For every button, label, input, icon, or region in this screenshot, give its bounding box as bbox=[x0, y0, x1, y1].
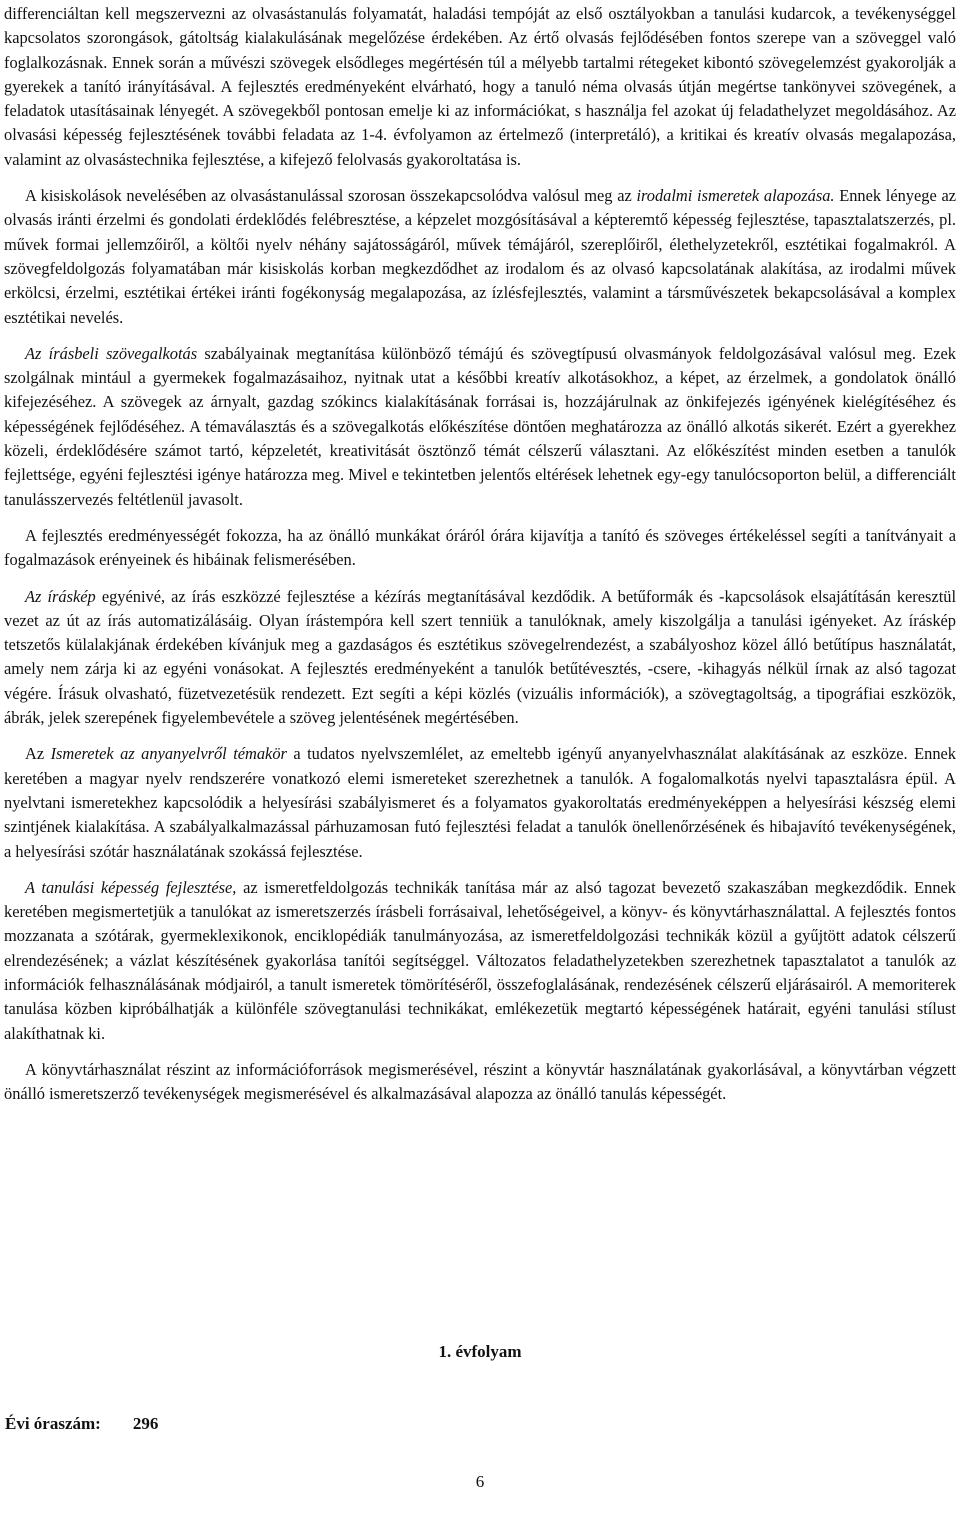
paragraph-written-composition bbox=[4, 342, 956, 512]
paragraph-library-use: A könyvtárhasználat részint az információforrások megismerésével, részint a könyvtár használatának gyakorlásával, a könyvtárban végzett önálló ismeretszerző tevékenységek megismerésével és alkalmazásával alapozza az önálló tanulás képességét. bbox=[4, 1059, 956, 1104]
paragraph-literary-knowledge bbox=[4, 184, 956, 330]
section-heading: 1. évfolyam bbox=[438, 1342, 522, 1361]
paragraph-effectiveness: A fejlesztés eredményességét fokozza, ha az önálló munkákat óráról órára kijavítja a tanító és szöveges értékeléssel segíti a tanítványait a fogalmazások erényeinek és hibáinak felismerésében. bbox=[4, 525, 956, 570]
paragraph-text: szabályainak megtanítása különböző témájú és szövegtípusú olvasmányok feldolgozásával valósul meg. Ezek szolgálnak mintául a gyermekek fogalmazásaihoz, nyitnak utat a későbbi kreatív alkotásokhoz, a képet, az érzelmek, a gondolatok önálló kifejezéséhez. A szövegek az árnyalt, gazdag szókincs kialakításának forrásai is, hozzájárulnak az önkifejezés igényének kielégítéséhez és képességének fejlődéséhez. A témaválasztás és a szövegalkotás előkészítése döntően meghatározza az önálló alkotás sikerét. Ezért a gyerekhez közeli, érdeklődésére számot tartó, képzeletét, kreativitását ösztönző témát célszerű választani. Az előkészítést minden esetben a tanulók fejlettsége, egyéni fejlesztési igénye határozza meg. Mivel e tekintetben jelentős eltérések lehetnek egy-egy tanulócsoporton belül, a differenciált tanulásszervezés feltétlenül javasolt. bbox=[4, 343, 956, 509]
annual-hours-value: 296 bbox=[132, 1414, 159, 1433]
paragraph-emphasis: Az írásbeli szövegalkotás bbox=[25, 343, 198, 363]
annual-hours bbox=[5, 1414, 158, 1434]
paragraph-mother-tongue bbox=[4, 742, 956, 863]
document-body bbox=[4, 2, 956, 1118]
paragraph-text: egyénivé, az írás eszközzé fejlesztése a kézírás megtanításával kezdődik. A betűformák és -kapcsolások elsajátításán keresztül vezet az út az írás automatizálásáig. Olyan írástempóra kell szert tenniük a tanulóknak, amely kiszolgálja a tanulási igényeket. Az íráskép tetszetős külalakjának érdekében kívánjuk meg a gazdaságos és esztétikus szövegelrendezést, a szabályoshoz közel álló betűtípus használatát, amely nem zárja ki az egyéni vonásokat. A fejlesztés eredményeként a tanulók betűtévesztés, -csere, -kihagyás nélkül írnak az alsó tagozat végére. Írásuk olvasható, füzetvezetésük rendezett. Ezt segíti a képi közlés (vizuális információk), a szövegtagoltság, a tipográfiai eszközök, ábrák, jelek szerepének figyelembevétele a szöveg jelentésének megértésében. bbox=[4, 586, 957, 728]
paragraph-text: Ennek lényege az olvasás iránti érzelmi és gondolati érdeklődés felébresztése, a képzelet mozgósításával a képteremtő képesség fejlesztése, tapasztalatszerzés, pl. művek formai jellemzőiről, a költői nyelv néhány sajátosságáról, művek témájáról, szereplőiről, élethelyzetekről, esztétikai fogalmakról. A szövegfeldolgozás folyamatában már kisiskolás korban megkezdődhet az irodalom és az olvasó kapcsolatának alakítása, az irodalmi művek erkölcsi, érzelmi, esztétikai értékei iránti fogékonyság megalapozása, az ízlésfejlesztés, valamint a társművészetek bekapcsolásával a komplex esztétikai nevelés. bbox=[4, 186, 956, 327]
paragraph-text: A kisiskolások nevelésében az olvasástanulással szorosan összekapcsolódva valósul meg az bbox=[25, 186, 637, 206]
paragraph-emphasis: A tanulási képesség fejlesztése, bbox=[25, 877, 237, 897]
annual-hours-label: Évi óraszám: bbox=[5, 1414, 101, 1433]
paragraph-emphasis: Ismeretek az anyanyelvről témakör bbox=[50, 744, 287, 764]
paragraph-learning-skills bbox=[4, 876, 956, 1046]
paragraph-handwriting bbox=[4, 585, 956, 731]
paragraph-text: az ismeretfeldolgozás technikák tanítása már az alsó tagozat bevezető szakaszában megkezdődik. Ennek keretében megismertetjük a tanulókat az ismeretszerzés írásbeli forrásaival, lehetőségeivel, a könyv- és könyvtárhasználattal. A fejlesztés fontos mozzanata a szótárak, gyermeklexikonok, enciklopédiák tanulmányozása, az ismeretfeldolgozási technikák közül a gyűjtött adatok célszerű elrendezésének; a vázlat készítésének gyakorlása tanítói segítséggel. Változatos feladathelyzetekben szerezhetnek tapasztalatot a tanulók az információk felhasználásának módjairól, a tanult ismeretek tömörítéséről, összefoglalásának, rendezésének célszerű eljárásairól. A memoriterek tanulása közben kipróbálhatják a különféle szövegtanulási technikákat, emlékezetük megtartó képességének határait, egyéni tanulási stílust alakíthatnak ki. bbox=[4, 877, 956, 1043]
paragraph-reading-development: differenciáltan kell megszervezni az olvasástanulás folyamatát, haladási tempóját az első osztályokban a tanulási kudarcok, a tevékenységgel kapcsolatos szorongások, gátoltság kialakulásának megelőzése érdekében. Az értő olvasás fejlődésében fontos szerepe van a szöveggel való foglalkozásnak. Ennek során a művészi szövegek elsődleges megértésén túl a mélyebb tartalmi rétegeket kibontó szövegelemzést gyakorolják a gyerekek a tanító irányításával. A fejlesztés eredményeként elvárható, hogy a tanuló néma olvasás útján megértse tankönyvei szövegének, a feladatok utasításainak lényegét. A szövegekből pontosan emelje ki az információkat, s használja fel azokat új feladathelyzet megoldásához. Az olvasási képesség fejlesztésének további feladata az 1-4. évfolyamon az értelmező (interpretáló), a kritikai és kreatív olvasás megalapozása, valamint az olvasástechnika fejlesztése, a kifejező felolvasás gyakoroltatása is. bbox=[4, 4, 956, 169]
paragraph-text: Az bbox=[25, 744, 51, 764]
paragraph-emphasis: Az íráskép bbox=[25, 586, 96, 606]
paragraph-emphasis: irodalmi ismeretek alapozása. bbox=[636, 186, 835, 206]
paragraph-text: a tudatos nyelvszemlélet, az emeltebb igényű anyanyelvhasználat alakításának az eszköze. Ennek keretében a magyar nyelv rendszerére vonatkozó elemi ismereteket szerezhetnek a tanulók. A fogalomalkotás nyelvi tapasztalásra épül. A nyelvtani ismeretekhez kapcsolódik a helyesírási szabályismeret és a folyamatos gyakoroltatás eredményeképpen a helyesírási készség elemi szintjének kialakítása. A szabályalkalmazással párhuzamosan futó fejlesztési feladat a tanulók önellenőrzésének és hibajavító tevékenységének, a helyesírási szótár használatának szokássá fejlesztése. bbox=[4, 744, 956, 861]
page-number: 6 bbox=[475, 1472, 485, 1491]
